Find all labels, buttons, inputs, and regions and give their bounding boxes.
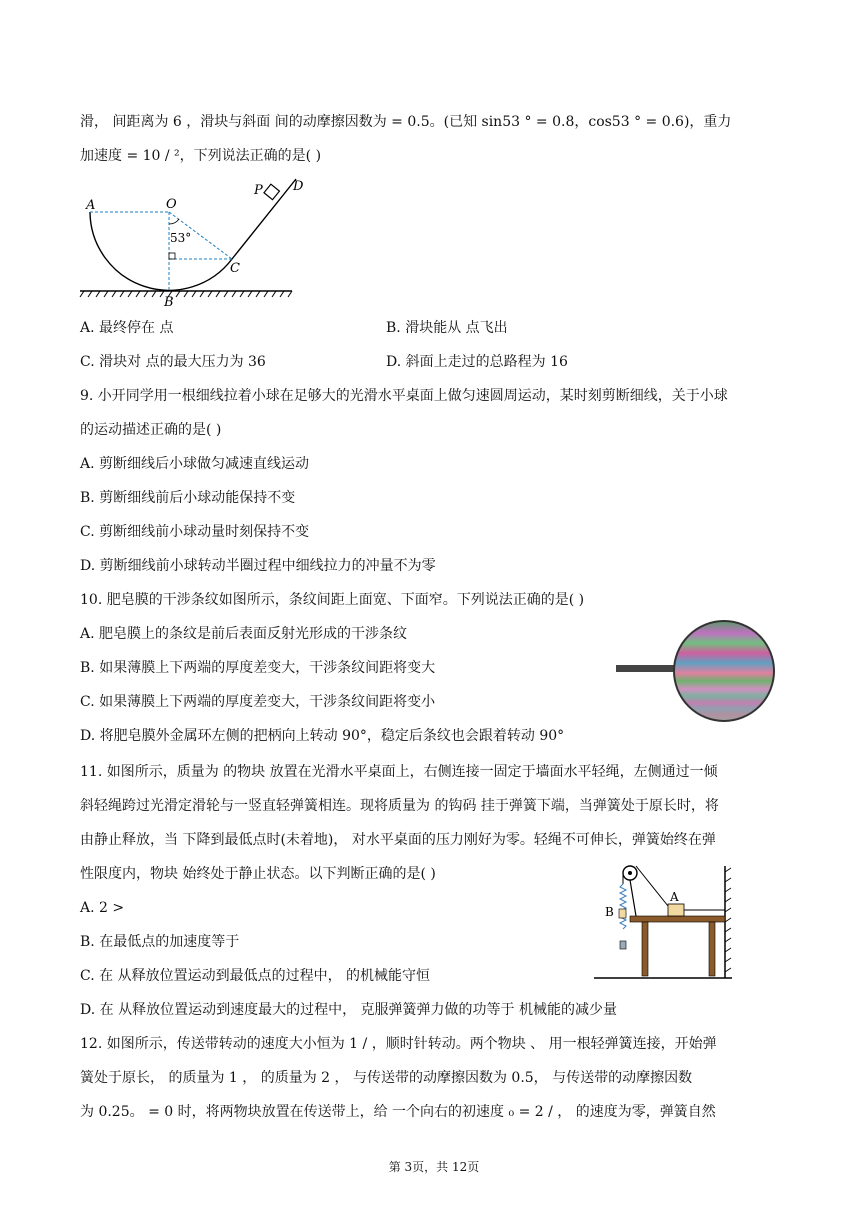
label-P: P — [254, 183, 263, 198]
q9-option-c: C. 剪断细线前小球动量时刻保持不变 — [80, 524, 310, 540]
q11-stem-line-2: 斜轻绳跨过光滑定滑轮与一竖直轻弹簧相连。现将质量为 的钩码 挂于弹簧下端，当弹簧处于原长时，将 — [80, 798, 719, 814]
q8-option-b: B. 滑块能从 点飞出 — [386, 320, 508, 336]
q9-stem-line-1: 9. 小开同学用一根细线拉着小球在足够大的光滑水平桌面上做匀速圆周运动，某时刻剪断细线，关于小球 — [80, 388, 728, 404]
label-D: D — [293, 179, 304, 194]
q9-option-d: D. 剪断细线前小球转动半圈过程中细线拉力的冲量不为零 — [80, 558, 436, 574]
label-53: 53° — [170, 231, 192, 245]
page-footer: 第 3页，共 12页 — [388, 1160, 480, 1174]
label-O: O — [166, 197, 177, 212]
soap-film-figure — [614, 618, 792, 726]
q8-figure — [78, 172, 318, 310]
q9-option-b: B. 剪断细线前后小球动能保持不变 — [80, 490, 296, 506]
q10-option-c: C. 如果薄膜上下两端的厚度差变大，干涉条纹间距将变小 — [80, 694, 436, 710]
q11-stem-line-1: 11. 如图所示，质量为 的物块 放置在光滑水平桌面上，右侧连接一固定于墙面水平轻绳，左侧通过一倾 — [80, 764, 718, 780]
q8-stem-line-2: 加速度 = 10 / ²，下列说法正确的是( ) — [80, 148, 322, 164]
q10-stem: 10. 肥皂膜的干涉条纹如图所示，条纹间距上面宽、下面窄。下列说法正确的是( ) — [80, 592, 585, 608]
q11-option-d: D. 在 从释放位置运动到速度最大的过程中， 克服弹簧弹力做的功等于 机械能的减少量 — [80, 1002, 617, 1018]
q12-stem-line-2: 簧处于原长， 的质量为 1 ， 的质量为 2 ， 与传送带的动摩擦因数为 0.5， 与传送带的动摩擦因数 — [80, 1070, 693, 1086]
label-C: C — [230, 261, 240, 276]
q11-stem-line-4: 性限度内，物块 始终处于静止状态。以下判断正确的是( ) — [80, 866, 436, 882]
q12-stem-line-1: 12. 如图所示，传送带转动的速度大小恒为 1 / ，顺时针转动。两个物块 、 用一根轻弹簧连接，开始弹 — [80, 1036, 717, 1052]
q9-option-a: A. 剪断细线后小球做匀减速直线运动 — [80, 456, 310, 472]
q10-option-b: B. 如果薄膜上下两端的厚度差变大，干涉条纹间距将变大 — [80, 660, 436, 676]
q8-option-d: D. 斜面上走过的总路程为 16 — [386, 354, 568, 370]
q11-option-c: C. 在 从释放位置运动到最低点的过程中， 的机械能守恒 — [80, 968, 431, 984]
q9-stem-line-2: 的运动描述正确的是( ) — [80, 422, 222, 438]
q10-option-a: A. 肥皂膜上的条纹是前后表面反射光形成的干涉条纹 — [80, 626, 408, 642]
q11-option-a: A. 2 > — [80, 900, 125, 916]
q12-stem-line-3: 为 0.25。 = 0 时，将两物块放置在传送带上，给 一个向右的初速度 ₀ = 2 / ， 的速度为零，弹簧自然 — [80, 1104, 716, 1120]
label-A: A — [86, 198, 96, 213]
q11-figure — [592, 856, 742, 984]
q8-option-a: A. 最终停在 点 — [80, 320, 174, 336]
q8-stem-line-1: 滑， 间距离为 6 ，滑块与斜面 间的动摩擦因数为 = 0.5。(已知 sin53 ° = 0.8，cos53 ° = 0.6)，重力 — [80, 114, 732, 130]
q8-option-c: C. 滑块对 点的最大压力为 36 — [80, 354, 266, 370]
q11-stem-line-3: 由静止释放，当 下降到最低点时(未着地)， 对水平桌面的压力刚好为零。轻绳不可伸长，弹簧始终在弹 — [80, 832, 716, 848]
label-B: B — [164, 295, 174, 310]
label-A: A — [670, 890, 679, 904]
q10-option-d: D. 将肥皂膜外金属环左侧的把柄向上转动 90°，稳定后条纹也会跟着转动 90° — [80, 728, 565, 744]
q11-option-b: B. 在最低点的加速度等于 — [80, 934, 240, 950]
label-B: B — [605, 905, 614, 919]
